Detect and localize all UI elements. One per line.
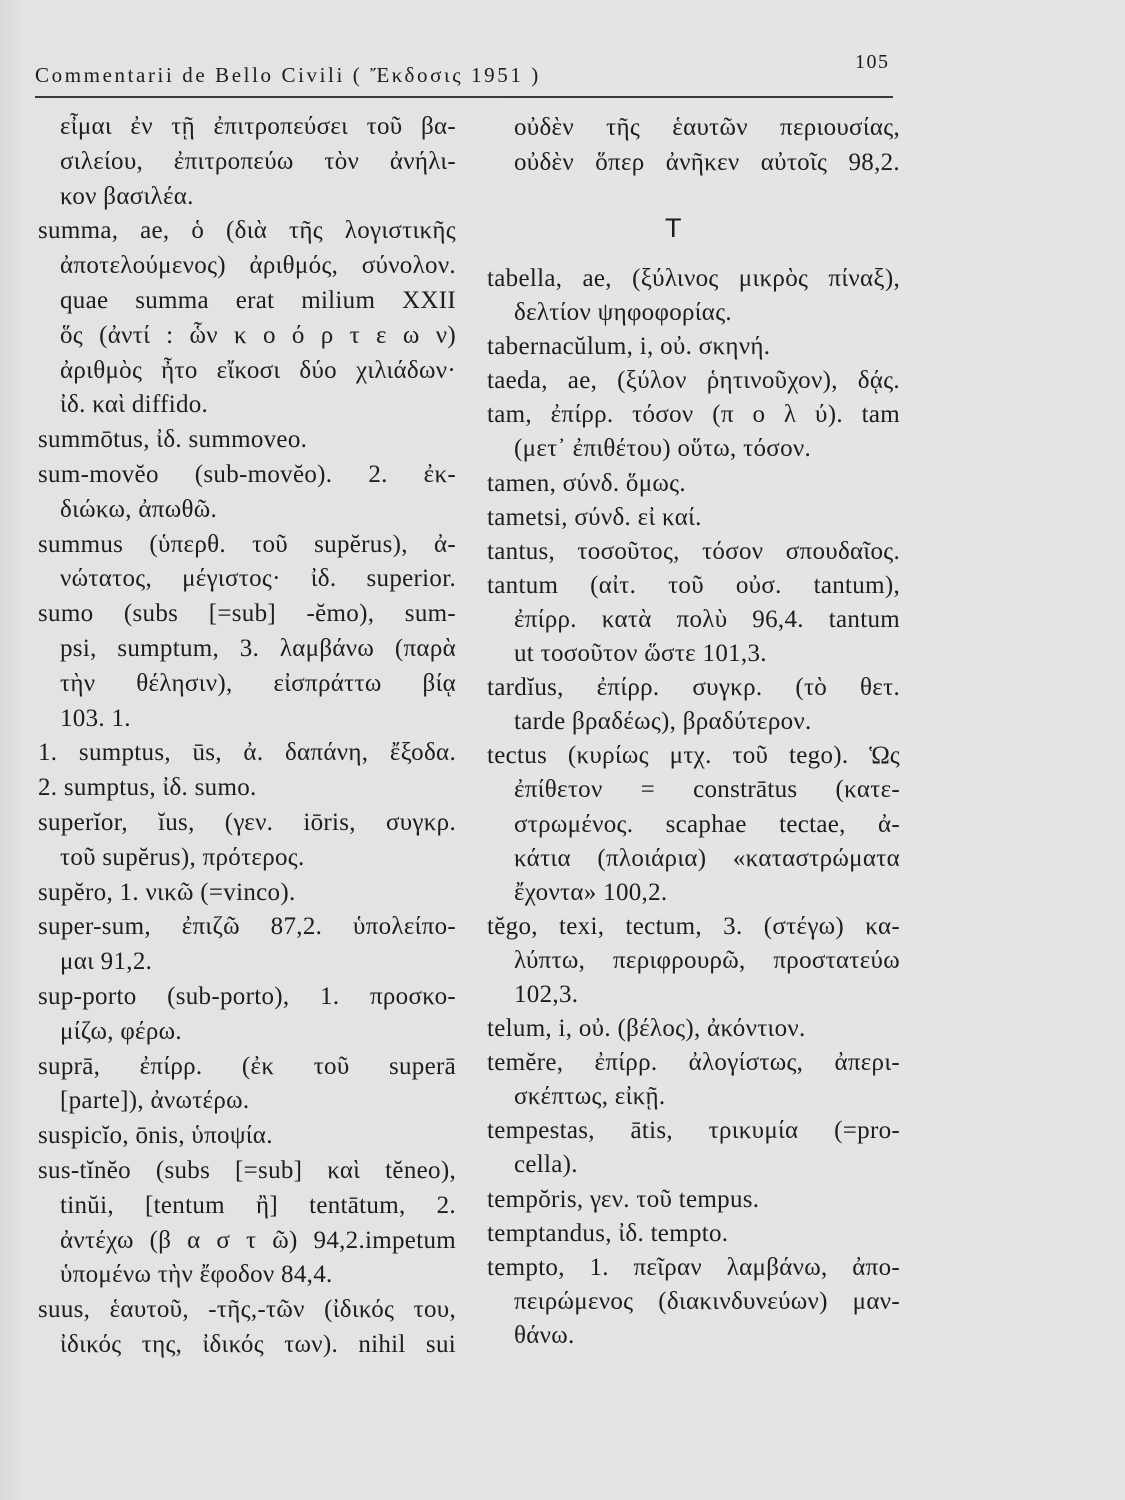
entry-headword-line: tĕgo, texi, tectum, 3. (στέγω) κα- <box>487 912 900 940</box>
entry-headword-line: suprā, ἐπίρρ. (ἐκ τοῦ superā <box>38 1052 456 1080</box>
running-title: Commentarii de Bello Civili ( Ἔκδοσις 1951 ) <box>35 63 541 87</box>
entry-headword-line: summōtus, ἰδ. summoveo. <box>38 426 308 454</box>
entry-continuation-line: ἀντέχω (β α σ τ ῶ) 94,2.impetum <box>60 1226 456 1254</box>
section-letter-heading: T <box>665 213 682 243</box>
entry-headword-line: temĕre, ἐπίρρ. ἀλογίστως, ἀπερι- <box>487 1049 900 1077</box>
entry-continuation-line: ὅς (ἀντί : ὧν κ ο ό ρ τ ε ω ν) <box>60 321 456 349</box>
entry-headword-line: sus-tĭnĕo (subs [=sub] καὶ tĕneo), <box>38 1156 456 1184</box>
entry-headword-line: tantus, τοσοῦτος, τόσον σπουδαῖος. <box>487 537 900 565</box>
entry-headword-line: sumo (subs [=sub] -ĕmo), sum- <box>38 600 456 628</box>
entry-continuation-line: ut τοσοῦτον ὥστε 101,3. <box>514 640 767 668</box>
entry-continuation-line: κον βασιλέα. <box>60 182 194 210</box>
entry-continuation-line: tarde βραδέως), βραδύτερον. <box>514 708 812 736</box>
entry-headword-line: sup-porto (sub-porto), 1. προσκο- <box>38 982 456 1010</box>
entry-headword-line: superĭor, ĭus, (γεν. iōris, συγκρ. <box>38 808 456 836</box>
entry-headword-line: tabernacŭlum, i, οὐ. σκηνή. <box>487 333 771 361</box>
entry-headword-line: supĕro, 1. νικῶ (=vinco). <box>38 878 296 906</box>
entry-continuation-line: [parte]), ἀνωτέρω. <box>60 1087 250 1115</box>
entry-headword-line: tamen, σύνδ. ὅμως. <box>487 469 686 497</box>
entry-headword-line: suspicĭo, ōnis, ὑποψία. <box>38 1122 273 1150</box>
entry-headword-line: summa, ae, ὁ (διὰ τῆς λογιστικῆς <box>38 217 456 245</box>
entry-continuation-line: 103. 1. <box>60 704 131 732</box>
entry-continuation-line: μαι 91,2. <box>60 948 153 976</box>
entry-headword-line: super-sum, ἐπιζῶ 87,2. ὑπολείπο- <box>38 913 456 941</box>
entry-headword-line: tametsi, σύνδ. εἰ καί. <box>487 503 702 531</box>
entry-continuation-line: εἶμαι ἐν τῇ ἐπιτροπεύσει τοῦ βα- <box>60 113 456 140</box>
entry-continuation-line: δελτίον ψηφοφορίας. <box>514 299 732 327</box>
entry-continuation-line: quae summa erat milium XXII <box>60 286 456 314</box>
left-column <box>38 110 456 1363</box>
entry-continuation-line: ἐπίρρ. κατὰ πολὺ 96,4. tantum <box>514 605 900 633</box>
entry-continuation-line: 102,3. <box>514 980 579 1008</box>
entry-headword-line: temptandus, ἰδ. tempto. <box>487 1219 729 1247</box>
entry-continuation-line: cella). <box>514 1151 578 1179</box>
entry-continuation-line: ἐπίθετον = constrātus (κατε- <box>514 776 900 804</box>
entry-continuation-line: λύπτω, περιφρουρῶ, προστατεύω <box>514 946 900 974</box>
entry-continuation-line: νώτατος, μέγιστος· ἰδ. superior. <box>60 565 456 593</box>
entry-continuation-line: ἰδικός της, ἰδικός των). nihil sui <box>60 1330 456 1358</box>
entry-continuation-line: τοῦ supĕrus), πρότερος. <box>60 843 305 871</box>
entry-continuation-line: psi, sumptum, 3. λαμβάνω (παρὰ <box>60 634 456 662</box>
entry-headword-line: tempestas, ātis, τρικυμία (=pro- <box>487 1117 900 1145</box>
entry-continuation-line: διώκω, ἀπωθῶ. <box>60 495 218 523</box>
entry-continuation-line: ὑπομένω τὴν ἔφοδον 84,4. <box>60 1261 333 1289</box>
entry-headword-line: tantum (αἰτ. τοῦ οὐσ. tantum), <box>487 571 900 599</box>
entry-headword-line: tam, ἐπίρρ. τόσον (π ο λ ύ). tam <box>487 401 900 429</box>
entry-continuation-line: ἔχοντα» 100,2. <box>514 878 668 906</box>
entry-continuation-line: οὐδὲν τῆς ἑαυτῶν περιουσίας, <box>514 114 900 141</box>
entry-continuation-line: ἀριθμὸς ἦτο εἴκοσι δύο χιλιάδων· <box>60 356 456 384</box>
entry-headword-line: telum, i, οὐ. (βέλος), ἀκόντιον. <box>487 1015 806 1043</box>
entry-headword-line: summus (ὑπερθ. τοῦ supĕrus), ἀ- <box>38 530 456 558</box>
header-rule <box>35 96 893 98</box>
entry-continuation-line: σιλείου, ἐπιτροπεύω τὸν ἀνήλι- <box>60 147 456 175</box>
entry-headword-line: 1. sumptus, ūs, ἀ. δαπάνη, ἔξοδα. <box>38 739 456 767</box>
entry-continuation-line: οὐδὲν ὅπερ ἀνῆκεν αὐτοῖς 98,2. <box>514 149 900 176</box>
entry-headword-line: sum-movĕo (sub-movĕo). 2. ἐκ- <box>38 460 456 488</box>
entry-continuation-line: σκέπτως, εἰκῇ. <box>514 1083 666 1111</box>
entry-headword-line: tempto, 1. πεῖραν λαμβάνω, ἀπο- <box>487 1253 900 1281</box>
entry-headword-line: tardĭus, ἐπίρρ. συγκρ. (τὸ θετ. <box>487 674 900 702</box>
entry-continuation-line: tinŭi, [tentum ἢ] tentātum, 2. <box>60 1191 456 1219</box>
entry-continuation-line: πειρώμενος (διακινδυνεύων) μαν- <box>514 1287 900 1315</box>
entry-headword-line: tempŏris, γεν. τοῦ tempus. <box>487 1185 760 1213</box>
entry-headword-line: suus, ἑαυτοῦ, -τῆς,-τῶν (ἰδικός του, <box>38 1296 456 1324</box>
entry-headword-line: tabella, ae, (ξύλινος μικρὸς πίναξ), <box>487 265 900 292</box>
entry-continuation-line: ἰδ. καὶ diffido. <box>60 391 209 419</box>
entry-continuation-line: τὴν θέλησιν), εἰσπράττω βίᾳ <box>60 669 456 697</box>
entry-continuation-line: στρωμένος. scaphae tectae, ἀ- <box>514 810 900 838</box>
entry-headword-line: tectus (κυρίως μτχ. τοῦ tego). Ὡς <box>487 742 900 770</box>
entry-headword-line: 2. sumptus, ἰδ. sumo. <box>38 774 257 802</box>
entry-continuation-line: μίζω, φέρω. <box>60 1017 182 1045</box>
entry-continuation-line: κάτια (πλοιάρια) «καταστρώματα <box>514 844 900 872</box>
entry-continuation-line: (μετ᾽ ἐπιθέτου) οὕτω, τόσον. <box>514 435 812 463</box>
entry-continuation-line: ἀποτελούμενος) ἀριθμός, σύνολον. <box>60 252 456 280</box>
page-number: 105 <box>855 51 890 73</box>
entry-headword-line: taeda, ae, (ξύλον ῥητινοῦχον), δᾴς. <box>487 367 900 395</box>
entry-continuation-line: θάνω. <box>514 1321 575 1349</box>
right-column <box>487 110 900 1353</box>
